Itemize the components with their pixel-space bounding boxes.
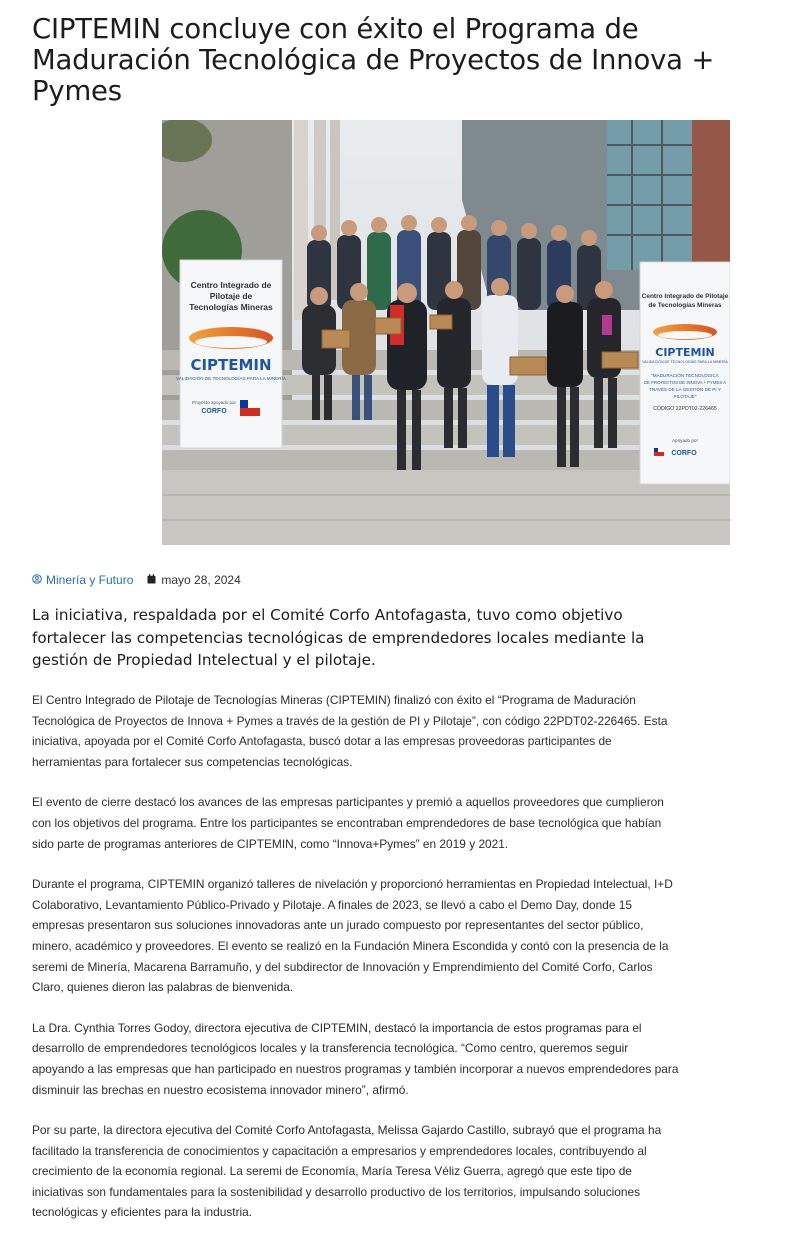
article-photo <box>162 120 730 545</box>
paragraph: Por su parte, la directora ejecutiva del Comité Corfo Antofagasta, Melissa Gajardo Castillo, subrayó que el programa ha facilitado la transferencia de conocimientos y capacitación a empresarios y emprendedores locales, contribuyendo al crecimiento de la economía regional. La seremi de Economía, María Teresa Véliz Guerra, agregó que este tipo de iniciativas son fundamentales para la sostenibilidad y desarrollo productivo de los territorios, impulsando soluciones tecnológicas y eficientes para la industria. <box>32 1123 662 1220</box>
post-date <box>147 573 240 587</box>
left-banner-tagline: VALIDACIÓN DE TECNOLOGÍAS PARA LA MINERÍA <box>176 376 286 381</box>
right-banner <box>640 262 730 484</box>
right-banner-line4: PILOTAJE" <box>673 394 697 399</box>
left-banner-heading-2: Pilotaje de <box>209 291 253 301</box>
paragraph: El evento de cierre destacó los avances de las empresas participantes y premió a aquellos proveedores que cumplieron con los objetivos del programa. Entre los participantes se encontraban emprendedores de base tecnológica que habían sido parte de programas anteriores de CIPTEMIN, como “Innova+Pymes” en 2019 y 2021. <box>32 795 664 851</box>
article-lead: La iniciativa, respaldada por el Comité Corfo Antofagasta, tuvo como objetivo fortalecer las competencias tecnológicas de emprendedores locales mediante la gestión de Propiedad Intelectual y el pilotaje. <box>32 606 645 669</box>
page-title: CIPTEMIN concluye con éxito el Programa de Maduración Tecnológica de Proyectos de Innova + Pymes <box>32 13 715 107</box>
left-banner-heading-3: Tecnologías Mineras <box>189 302 273 312</box>
paragraph: El Centro Integrado de Pilotaje de Tecnologías Mineras (CIPTEMIN) finalizó con éxito el “Programa de Maduración Tecnológica de Proyectos de Innova + Pymes a través de la gestión de PI y Pilotaje”, con código 22PDT02-226465. Esta iniciativa, apoyada por el Comité Corfo Antofagasta, buscó dotar a las empresas proveedoras participantes de herramientas para fortalecer sus competencias tecnológicas. <box>32 693 668 769</box>
left-banner-sponsor: CORFO <box>201 408 227 415</box>
paragraph: Durante el programa, CIPTEMIN organizó talleres de nivelación y proporcionó herramientas en Propiedad Intelectual, I+D Colaborativo, Levantamiento Público-Privado y Pilotaje. A finales de 2023, se llevó a cabo el Demo Day, donde 15 empresas presentaron sus soluciones innovadoras ante un jurado compuesto por representantes del sector público, minero, académico y proveedores. El evento se realizó en la Fundación Minera Escondida y contó con la presencia de la seremi de Minería, Macarena Barramuño, y del subdirector de Innovación y Emprendimiento del Comité Corfo, Carlos Claro, quienes dieron las palabras de bienvenida. <box>32 877 673 995</box>
right-banner-heading-1: Centro Integrado de Pilotaje <box>641 293 729 300</box>
right-banner-line1: "MADURACIÓN TECNOLÓGICA <box>651 373 719 378</box>
right-banner-line3: TRAVÉS DE LA GESTIÓN DE PI Y <box>649 387 721 392</box>
article-body <box>32 690 680 1243</box>
right-banner-brand: CIPTEMIN <box>655 346 715 359</box>
right-banner-heading-2: de Tecnologías Mineras <box>648 302 722 309</box>
right-banner-tagline: VALIDACIÓN DE TECNOLOGÍAS PARA LA MINERÍA <box>642 360 728 364</box>
right-banner-code: CÓDIGO 22PDT02-226465 <box>653 406 717 412</box>
right-banner-line2: DE PROYECTOS DE INNOVA + PYMES A <box>643 380 727 385</box>
right-banner-sponsor-label: Apoyado por <box>671 438 699 443</box>
paragraph: La Dra. Cynthia Torres Godoy, directora ejecutiva de CIPTEMIN, destacó la importancia de estos programas para el desarrollo de emprendedores tecnológicos locales y la transferencia tecnológica. “Como centro, queremos seguir apoyando a las empresas que han participado en nuestros programas y también incorporar a nuevos emprendedores para disminuir las brechas en nuestro ecosistema innovador minero”, afirmó. <box>32 1020 679 1097</box>
post-meta <box>32 572 241 588</box>
left-banner-sponsor-label: Proyecto apoyado por <box>191 400 237 405</box>
right-banner-sponsor: CORFO <box>671 450 697 457</box>
left-banner <box>176 260 287 448</box>
calendar-icon <box>147 573 161 587</box>
left-banner-heading-1: Centro Integrado de <box>190 280 272 290</box>
left-banner-brand: CIPTEMIN <box>190 356 272 374</box>
category-label: Minería y Futuro <box>46 573 134 587</box>
date-label: mayo 28, 2024 <box>161 573 241 587</box>
category-link[interactable] <box>32 573 133 587</box>
user-circle-icon <box>32 573 46 587</box>
